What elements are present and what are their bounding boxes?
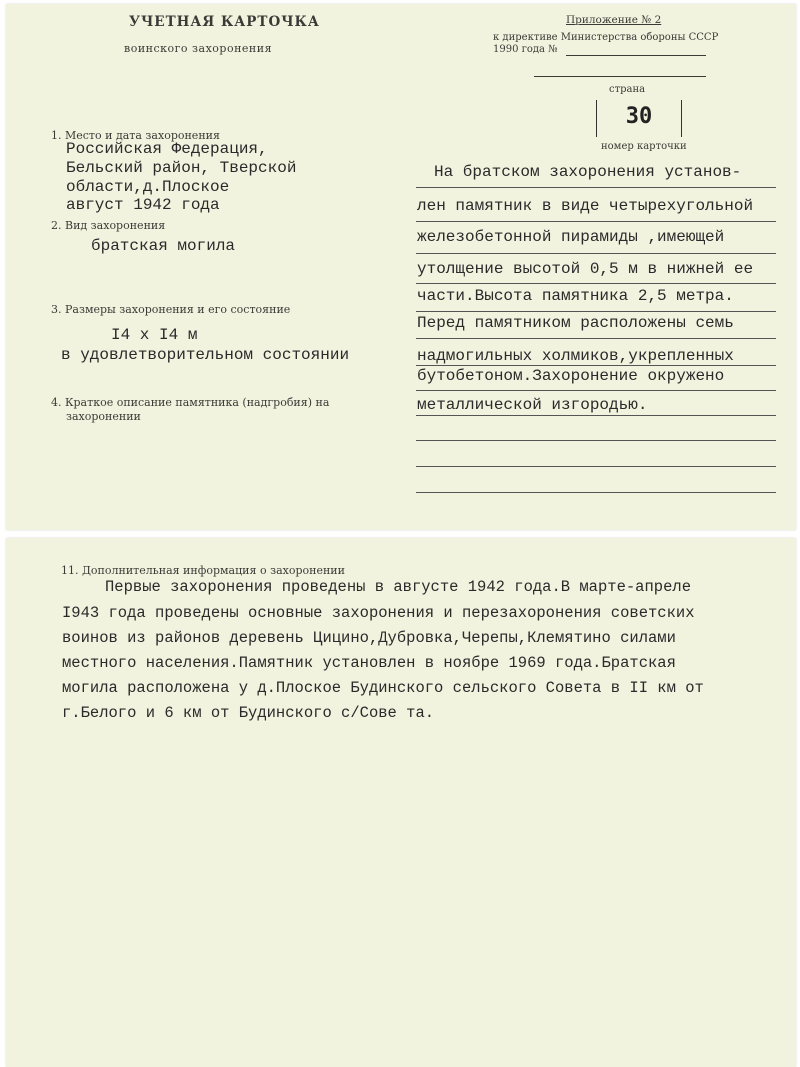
- appendix-title: Приложение № 2: [566, 14, 662, 26]
- burial-size: I4 x I4 м: [111, 326, 198, 344]
- card-number-box: [596, 100, 682, 137]
- description-rule: [416, 466, 776, 467]
- card-subtitle: воинского захоронения: [124, 42, 273, 55]
- burial-state: в удовлетворительном состоянии: [61, 346, 350, 364]
- appendix-line-2: 1990 года №: [493, 44, 558, 55]
- additional-info-line-5: могила расположена у д.Плоское Будинского сельского Совета в II км от: [62, 679, 704, 697]
- description-line-2: лен памятник в виде четырехугольной: [417, 197, 754, 215]
- country-label: страна: [609, 84, 646, 95]
- burial-date: август 1942 года: [66, 196, 220, 214]
- description-line-4: утолщение высотой 0,5 м в нижней ее: [417, 260, 754, 278]
- description-line-5: части.Высота памятника 2,5 метра.: [417, 287, 734, 305]
- description-rule: [416, 311, 776, 312]
- additional-info-line-1: Первые захоронения проведены в августе 1942 года.В марте-апреле: [105, 578, 691, 596]
- section-4-label-cont: захоронении: [66, 410, 141, 423]
- burial-place-line-1: Российская Федерация,: [66, 140, 268, 158]
- description-line-9: металлической изгородью.: [417, 396, 648, 414]
- description-rule: [416, 365, 776, 366]
- description-rule: [416, 415, 776, 416]
- additional-info-line-3: воинов из районов деревень Цицино,Дубровка,Черепы,Клемятино силами: [62, 629, 676, 647]
- burial-type: братская могила: [91, 237, 236, 255]
- description-rule: [416, 338, 776, 339]
- description-rule: [416, 390, 776, 391]
- card-number-label: номер карточки: [601, 141, 687, 152]
- description-rule: [416, 221, 776, 222]
- description-line-6: Перед памятником расположены семь: [417, 314, 734, 332]
- additional-info-line-6: г.Белого и 6 км от Будинского с/Сове та.: [62, 704, 435, 722]
- appendix-number-line: [566, 55, 706, 56]
- burial-place-line-2: Бельский район, Тверской: [66, 159, 297, 177]
- card-back-page: [6, 538, 796, 1067]
- description-rule: [416, 492, 776, 493]
- description-line-7: надмогильных холмиков,укрепленных: [417, 347, 734, 365]
- card-title: УЧЕТНАЯ КАРТОЧКА: [129, 14, 320, 30]
- description-line-1: На братском захоронения установ-: [434, 163, 742, 181]
- description-rule: [416, 440, 776, 441]
- description-line-8: бутобетоном.Захоронение окружено: [417, 367, 725, 385]
- card-front-page: [6, 4, 796, 530]
- section-11-label: 11. Дополнительная информация о захоронении: [61, 564, 345, 577]
- card-number: 30: [625, 104, 653, 129]
- description-rule: [416, 253, 776, 254]
- additional-info-line-4: местного населения.Памятник установлен в ноябре 1969 года.Братская: [62, 654, 676, 672]
- description-rule: [416, 283, 776, 284]
- country-line: [534, 76, 706, 77]
- burial-place-line-3: области,д.Плоское: [66, 178, 230, 196]
- section-2-label: 2. Вид захоронения: [51, 219, 166, 232]
- description-rule: [416, 187, 776, 188]
- section-1-label: 1. Место и дата захоронения: [51, 129, 220, 142]
- section-4-label: 4. Краткое описание памятника (надгробия) на: [51, 396, 330, 409]
- additional-info-line-2: I943 года проведены основные захоронения и перезахоронения советских: [62, 604, 695, 622]
- description-line-3: железобетонной пирамиды ,имеющей: [417, 228, 725, 246]
- appendix-line-1: к директиве Министерства обороны СССР: [493, 32, 719, 43]
- section-3-label: 3. Размеры захоронения и его состояние: [51, 303, 291, 316]
